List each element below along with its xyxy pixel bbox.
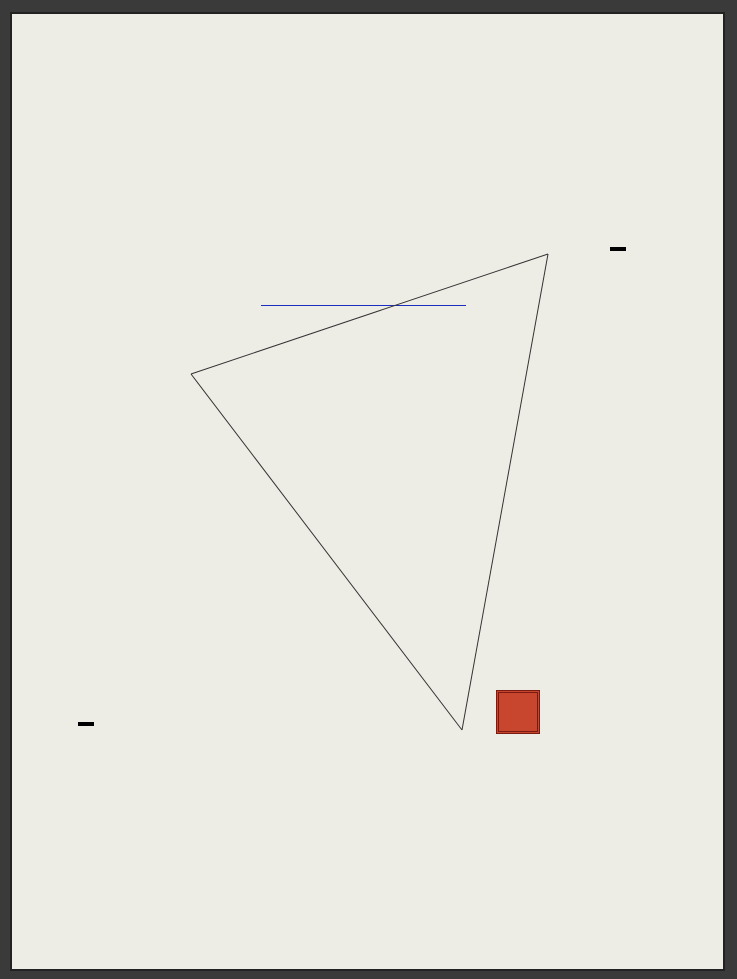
- triet-tag: [78, 722, 94, 726]
- tuan-tag: [610, 247, 626, 251]
- center-panel: [191, 254, 548, 730]
- divider: [261, 305, 466, 306]
- horoscope-board: [10, 12, 725, 971]
- seal-stamp: [496, 690, 540, 734]
